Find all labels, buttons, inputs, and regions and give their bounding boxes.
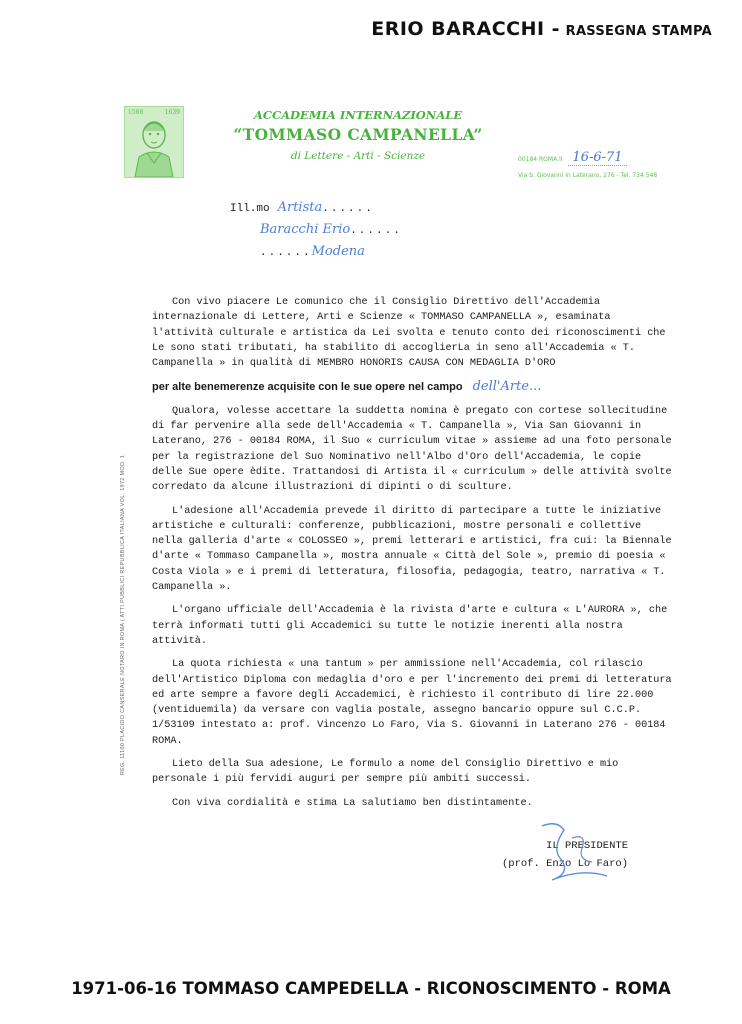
letter-document	[118, 100, 698, 935]
paragraph-1: Con vivo piacere Le comunico che il Consiglio Direttivo dell'Accademia internazionale di Lettere, Arti e Scienze « TOMMASO CAMPANELLA », esaminata l'attività culturale e artistica da Lei svolta e tenuto conto dei riconoscimenti che Le sono stati tributati, ha stabilito di accoglierLa in seno all'Accademia « T. Campanella » in qualità di MEMBRO HONORIS CAUSA CON MEDAGLIA D'ORO	[152, 297, 666, 370]
bottom-caption: 1971-06-16 TOMMASO CAMPEDELLA - RICONOSCIMENTO - ROMA	[71, 979, 671, 998]
paragraph-5: La quota richiesta « una tantum » per ammissione nell'Accademia, col rilascio dell'Artistico Diploma con medaglia d'oro e per l'incremento dei premi di letteratura ed arte sempre a favore degli Accademici, è richiesto il contributo di lire 22.000 (ventiduemila) da versare con vaglia postale, assegno bancario oppure sul C.C.P. 1/53109 intestato a: prof. Vincenzo Lo Faro, Via S. Giovanni in Laterano 276 - 00184 ROMA.	[152, 659, 672, 747]
dots: ......	[350, 225, 402, 237]
paragraph-4: L'organo ufficiale dell'Accademia è la rivista d'arte e cultura « L'AURORA », che terrà informati tutti gli Accademici su tutte le notizie inerenti alla nostra attività.	[152, 605, 668, 647]
addressee-block	[230, 200, 402, 266]
signature-scribble-icon	[512, 818, 632, 888]
paragraph-2: Qualora, volesse accettare la suddetta nomina è pregato con cortese sollecitudine di far pervenire alla sede dell'Accademia « T. Campanella », Via San Giovanni in Laterano, 276 - 00184 ROMA, il Suo « curriculum vitae » assieme ad una foto personale per la registrazione del Suo Nominativo nell'Albo d'Oro dell'Accademia, le copie delle Sue opere èdite. Trattandosi di Artista il « curriculum » delle attività svolte corredato da alcune illustrazioni di dipinti o di sculture.	[152, 405, 672, 494]
portrait-drawing	[125, 107, 183, 177]
academy-line1: ACCADEMIA INTERNAZIONALE	[253, 108, 463, 122]
dots: ......	[322, 203, 374, 215]
paragraph-7: Con viva cordialità e stima La salutiamo ben distintamente.	[172, 797, 533, 809]
city-label: 00184 ROMA li	[518, 156, 563, 163]
signature-name: (prof. Enzo Lo Faro)	[501, 858, 628, 870]
street-address: Via S. Giovanni in Laterano, 276 - Tel. 734 548	[518, 172, 658, 179]
addressee-city: Modena	[311, 244, 365, 259]
paragraph-3: L'adesione all'Accademia prevede il diritto di partecipare a tutte le iniziative artistiche e culturali: conferenze, pubblicazioni, mostre personali e collettive nella galleria d'arte « COLOSSEO », premi letterari e artistici, fra cui: la Biennale d'arte « Tommaso Campanella », mostra annuale « Città del Sole », premio di poesia « Costa Viola » e i premi di letteratura, filosofia, pedagogia, teatro, narrativa « T. Campanella ».	[152, 505, 672, 594]
signature-block	[502, 840, 628, 870]
addressee-name: Baracchi Erio	[260, 222, 351, 237]
year-right: 1639	[164, 109, 180, 116]
dots: ......	[260, 247, 312, 259]
field-label: per alte benemerenze acquisite con le sue opere nel campo	[152, 381, 463, 394]
letterhead	[208, 108, 508, 162]
year-left: 1568	[128, 109, 144, 116]
handwritten-date: 16-6-71	[568, 150, 626, 166]
side-note-text: REG. 11100 PLACIDO CANSERALE NOTARO IN ROMA ( ATTI PUBBLICI REPUBBLICA ITALIANA VOL. 1972 MOD. 1	[120, 454, 126, 776]
letterhead-address	[518, 150, 696, 179]
field-handwritten-value: dell'Arte...	[472, 379, 542, 395]
academy-name: “TOMMASO CAMPANELLA”	[233, 125, 483, 144]
header-name: ERIO BARACCHI -	[371, 18, 561, 40]
page-header	[371, 18, 712, 40]
paragraph-6: Lieto della Sua adesione, Le formulo a nome del Consiglio Direttivo e mio personale i più fervidi auguri per sempre più ambiti successi.	[152, 759, 619, 786]
letter-body	[152, 295, 677, 819]
addressee-title: Artista	[277, 200, 323, 215]
side-registration-note	[116, 380, 130, 850]
academy-line3: di Lettere - Arti - Scienze	[290, 150, 426, 162]
field-line	[152, 379, 677, 395]
signature-title: IL PRESIDENTE	[546, 840, 628, 852]
salutation: Ill.mo	[230, 203, 270, 215]
campanella-portrait-icon	[124, 106, 184, 178]
header-subtitle: RASSEGNA STAMPA	[565, 24, 712, 39]
